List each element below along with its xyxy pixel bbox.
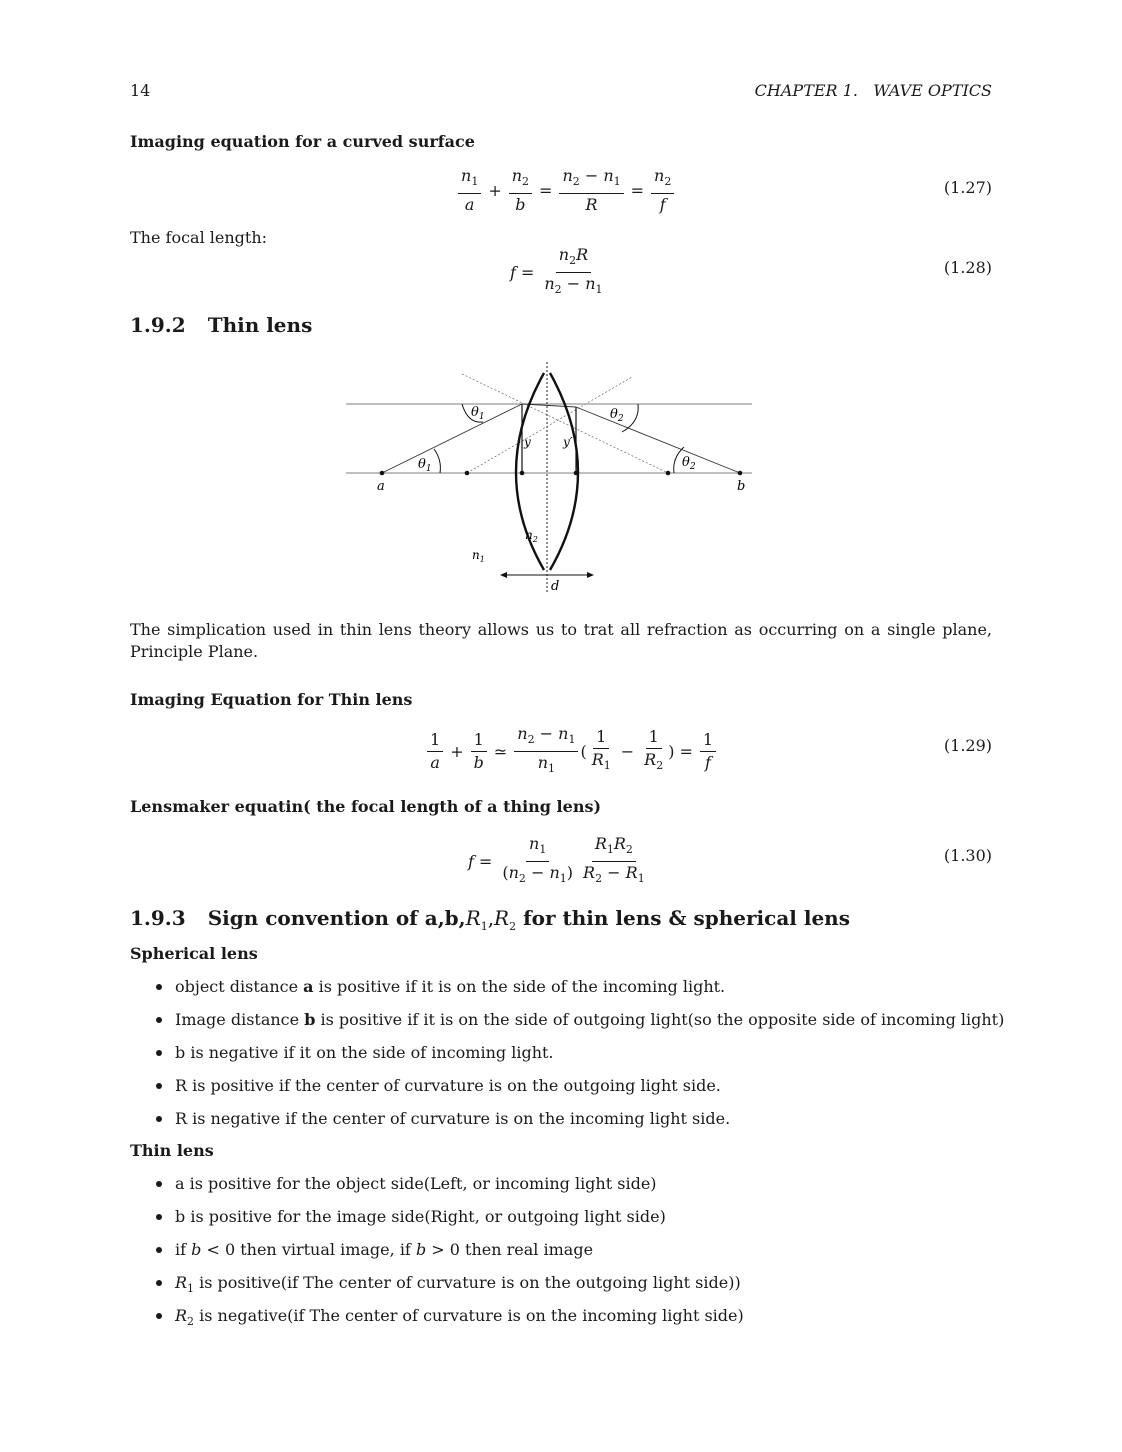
point-y-base [520, 471, 525, 476]
section-number: 1.9.3 [130, 906, 186, 930]
section-heading-sign-convention [130, 906, 850, 933]
page-number: 14 [130, 81, 151, 100]
focal-point-right [666, 471, 671, 476]
section-title-post: for thin lens & spherical lens [516, 906, 850, 930]
list-item: b is negative if it on the side of incoming light. [130, 1042, 1010, 1075]
equation-number-1-28: (1.28) [943, 258, 992, 277]
equation-1-29: $\frac{1}{a}$ + $\frac{1}{b}$ ≃ $\frac{n_2 - n_1}{n_1}$ ( $\frac{1}{R_1}$ − $\frac{1}{R_2}$ ) = $\frac{1}{f}$ [425, 724, 718, 779]
focal-length-label: The focal length: [130, 228, 268, 247]
incident-ray [382, 404, 522, 473]
lens-right-surface [550, 373, 578, 570]
fraction: $\frac{1}{b}$ [471, 730, 487, 773]
bullet [156, 984, 162, 990]
running-title: CHAPTER 1. WAVE OPTICS [754, 81, 992, 100]
fraction: $\frac{n_2 - n_1}{R}$ [559, 166, 623, 215]
spherical-lens-list [130, 976, 1010, 1141]
label-b: b [737, 479, 746, 494]
spherical-lens-heading: Spherical lens [130, 944, 258, 963]
bullet [156, 1280, 162, 1286]
fraction: $\frac{1}{R_1}$ [591, 727, 611, 773]
thin-lens-list [130, 1173, 1010, 1338]
label-n1: $n_1$ [472, 548, 485, 564]
angle-arc-theta1-bottom [434, 449, 440, 473]
fraction: $\frac{R_1R_2}{R_2 - R_1}$ [583, 834, 645, 886]
bullet [156, 1214, 162, 1220]
bullet [156, 1116, 162, 1122]
bullet [156, 1247, 162, 1253]
list-item: $R_1$ is positive(if The center of curvature is on the outgoing light side)) [130, 1272, 1010, 1305]
section-heading-thin-lens [130, 313, 312, 337]
refracted-ray [576, 407, 740, 473]
label-y-prime: y′ [563, 435, 573, 449]
label-theta1-top: $\theta_1$ [471, 405, 485, 422]
arrow-head-left [500, 572, 507, 578]
fraction: $\frac{n_1}{a}$ [458, 166, 481, 215]
fraction: $\frac{1}{a}$ [427, 730, 443, 773]
list-item: object distance a is positive if it is on the side of the incoming light. [130, 976, 1010, 1009]
section-title-pre: Sign convention of a,b, [207, 906, 466, 930]
arrow-head-right [587, 572, 594, 578]
list-item: R is negative if the center of curvature is on the incoming light side. [130, 1108, 1010, 1141]
fraction: $\frac{n_2}{f}$ [651, 166, 674, 215]
equation-1-27: $\frac{n_1}{a}$ + $\frac{n_2}{b}$ = $\frac{n_2 - n_1}{R}$ = $\frac{n_2}{f}$ [456, 166, 676, 215]
fraction: $\frac{n_1}{(n_2 - n_1)}$ [502, 834, 574, 886]
imaging-equation-heading: Imaging Equation for Thin lens [130, 690, 413, 709]
list-item: $R_2$ is negative(if The center of curvature is on the incoming light side) [130, 1305, 1010, 1338]
bullet [156, 1050, 162, 1056]
equation-number-1-27: (1.27) [943, 178, 992, 197]
label-d: d [551, 579, 560, 594]
thin-lens-heading: Thin lens [130, 1141, 214, 1160]
label-a: a [377, 479, 385, 494]
bullet [156, 1017, 162, 1023]
point-a [380, 471, 385, 476]
point-b [738, 471, 743, 476]
fraction: $\frac{1}{f}$ [700, 730, 716, 773]
fraction: $\frac{n_2 - n_1}{n_1}$ [514, 724, 578, 779]
list-item: if b < 0 then virtual image, if b > 0 then real image [130, 1239, 1010, 1272]
label-theta1-bottom: $\theta_1$ [418, 457, 432, 474]
fraction: $\frac{n_2}{b}$ [509, 166, 532, 215]
bullet [156, 1313, 162, 1319]
equation-number-1-30: (1.30) [943, 846, 992, 865]
point-y-prime-base [574, 471, 579, 476]
label-n2: $n_2$ [525, 528, 538, 544]
bullet [156, 1181, 162, 1187]
list-item: Image distance b is positive if it is on the side of outgoing light(so the opposite side of incoming light) [130, 1009, 1010, 1042]
focal-point-left [465, 471, 470, 476]
fraction: $\frac{1}{R_2}$ [644, 727, 664, 773]
label-theta2-bottom: $\theta_2$ [682, 455, 696, 472]
curved-surface-heading: Imaging equation for a curved surface [130, 132, 475, 151]
label-y: y [524, 435, 531, 449]
bullet [156, 1083, 162, 1089]
angle-arc-theta2-top [622, 404, 638, 432]
equation-1-30: f = $\frac{n_1}{(n_2 - n_1)}$ $\frac{R_1R_2}{R_2 - R_1}$ [468, 834, 650, 889]
list-item: R is positive if the center of curvature is on the outgoing light side. [130, 1075, 1010, 1108]
section-number: 1.9.2 [130, 313, 186, 337]
fraction: $\frac{n_2R}{n_2 - n_1}$ [544, 245, 603, 297]
list-item: a is positive for the object side(Left, or incoming light side) [130, 1173, 1010, 1206]
section-title-math: $R_1,R_2$ [465, 906, 517, 933]
lensmaker-heading: Lensmaker equatin( the focal length of a thing lens) [130, 797, 602, 816]
equation-number-1-29: (1.29) [943, 736, 992, 755]
construction-line [467, 377, 632, 473]
thin-lens-paragraph: The simplication used in thin lens theory allows us to trat all refraction as occurring on a single plane, Principle Plane. [130, 620, 992, 661]
label-theta2-top: $\theta_2$ [610, 407, 624, 424]
section-title: Thin lens [207, 313, 313, 337]
equation-1-28: f = $\frac{n_2R}{n_2 - n_1}$ [510, 245, 608, 300]
list-item: b is positive for the image side(Right, or outgoing light side) [130, 1206, 1010, 1239]
thin-lens-diagram [340, 360, 760, 595]
